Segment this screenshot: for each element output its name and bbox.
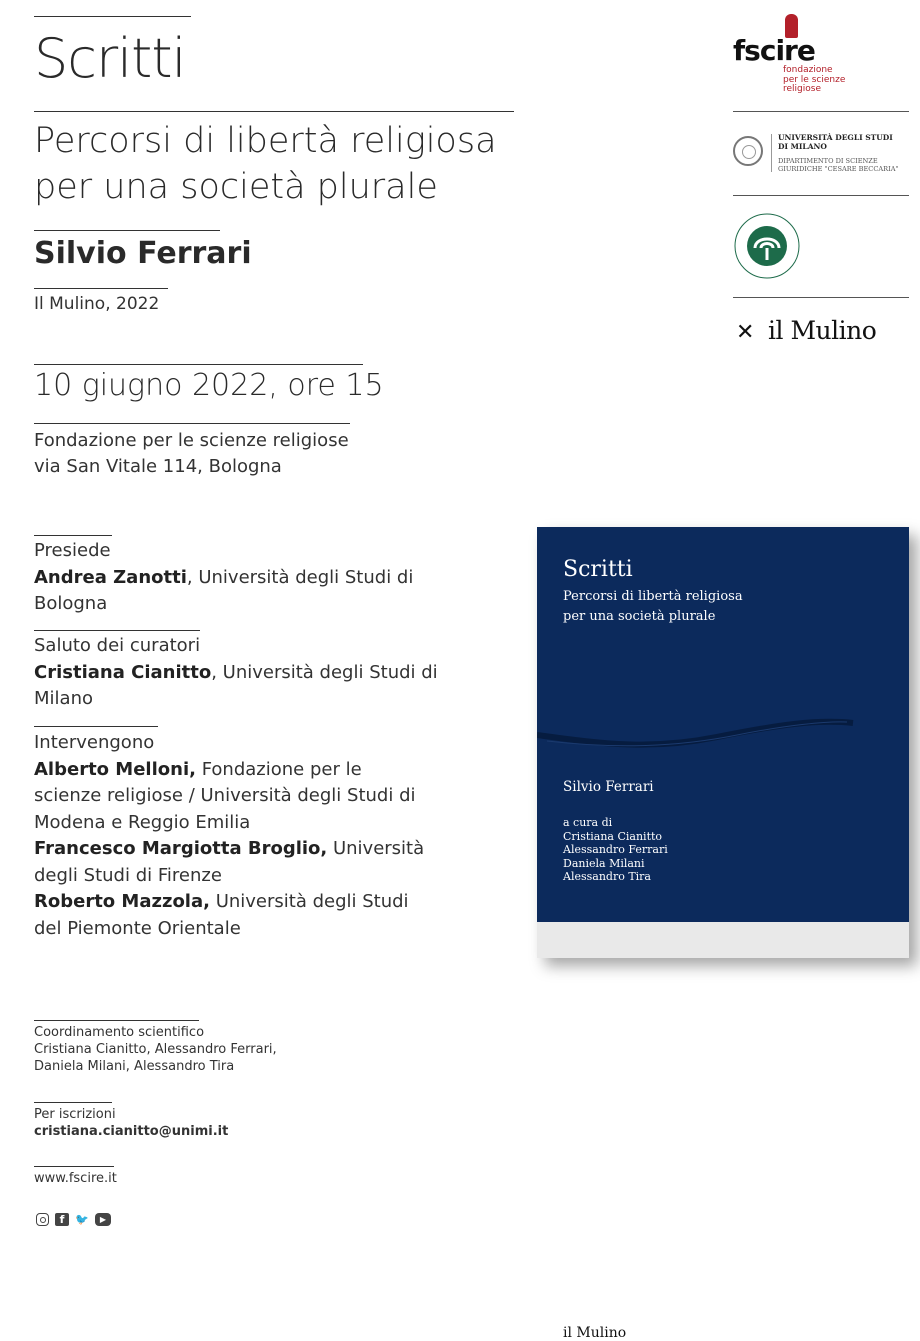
- coordination: [34, 1024, 277, 1075]
- section-label: Presiede: [34, 540, 111, 561]
- fscire-logo: [733, 14, 853, 94]
- program-saluto: [34, 633, 454, 713]
- divider: [733, 195, 909, 196]
- publisher-year: Il Mulino, 2022: [34, 294, 160, 314]
- logo-separator: [771, 134, 772, 172]
- speaker-affiliation: , Università degli Studi di Milano: [34, 661, 438, 709]
- speaker-affiliation: Fondazione per le scienze religiose / Università degli Studi di Modena e Reggio Emilia: [34, 758, 416, 833]
- divider: [34, 1020, 199, 1021]
- fscire-subtitle: [783, 66, 845, 95]
- coordination-line: Daniela Milani, Alessandro Tira: [34, 1059, 235, 1074]
- section-label: Intervengono: [34, 732, 155, 753]
- divider: [34, 288, 168, 289]
- coordination-line: Cristiana Cianitto, Alessandro Ferrari,: [34, 1042, 277, 1057]
- book-cover: [537, 527, 909, 1341]
- program-intervengono: [34, 730, 434, 942]
- speaker-name: Andrea Zanotti: [34, 566, 187, 588]
- divider: [34, 364, 363, 365]
- divider: [34, 630, 200, 631]
- speaker-entry: [34, 889, 434, 942]
- program-presiede: [34, 538, 454, 618]
- social-links: [36, 1213, 111, 1229]
- curator-line: Cristiana Cianitto: [563, 829, 663, 843]
- twitter-icon[interactable]: 🐦: [75, 1213, 89, 1226]
- unimi-dept-line: DIPARTIMENTO DI SCIENZE: [778, 157, 878, 165]
- divider: [34, 1166, 114, 1167]
- speaker-affiliation: , Università degli Studi di Bologna: [34, 566, 414, 614]
- speaker-entry: [34, 565, 454, 618]
- fscire-wordmark: fscire: [733, 34, 815, 67]
- fscire-sub-line: religiose: [783, 84, 821, 94]
- divider: [34, 726, 158, 727]
- divider: [34, 535, 112, 536]
- divider: [733, 111, 909, 112]
- book-title: Scritti: [563, 557, 633, 582]
- venue-line: via San Vitale 114, Bologna: [34, 456, 282, 477]
- registration-email[interactable]: cristiana.cianitto@unimi.it: [34, 1124, 229, 1139]
- speaker-entry: [34, 757, 434, 837]
- divider: [34, 230, 220, 231]
- section-label: Saluto dei curatori: [34, 635, 201, 656]
- cover-wave-decoration: [537, 697, 909, 757]
- venue: [34, 428, 349, 480]
- unimi-name: [778, 134, 893, 151]
- unimi-logo: [733, 132, 913, 176]
- speaker-name: Cristiana Cianitto: [34, 661, 212, 683]
- book-subtitle-line: Percorsi di libertà religiosa: [563, 589, 743, 604]
- youtube-icon[interactable]: ▶: [95, 1213, 111, 1226]
- unimi-dept-line: GIURIDICHE "CESARE BECCARIA": [778, 165, 899, 173]
- speaker-entry: [34, 660, 454, 713]
- speaker-name: Roberto Mazzola,: [34, 891, 210, 912]
- speaker-entry: [34, 836, 434, 889]
- subtitle-line: Percorsi di libertà religiosa: [34, 121, 497, 161]
- speaker-name: Alberto Melloni,: [34, 758, 196, 780]
- divider: [34, 1102, 112, 1103]
- author-name: Silvio Ferrari: [34, 236, 252, 271]
- curator-line: Alessandro Tira: [563, 870, 651, 883]
- unimi-name-line: DI MILANO: [778, 141, 827, 151]
- book-subtitle: [563, 587, 743, 627]
- registration-label: Per iscrizioni: [34, 1107, 116, 1122]
- unimi-department: [778, 157, 899, 173]
- insubria-logo: [733, 212, 801, 280]
- event-date: 10 giugno 2022, ore 15: [34, 368, 384, 403]
- book-subtitle-line: per una società plurale: [563, 609, 716, 624]
- subtitle-line: per una società plurale: [34, 167, 438, 207]
- speaker-affiliation: Università degli Studi del Piemonte Orientale: [34, 891, 409, 939]
- unimi-name-line: UNIVERSITÀ DEGLI STUDI: [778, 133, 893, 142]
- book-author: Silvio Ferrari: [563, 779, 654, 795]
- windmill-icon: ✕: [736, 320, 755, 345]
- curator-line: Daniela Milani: [563, 856, 645, 870]
- website-link[interactable]: www.fscire.it: [34, 1171, 117, 1186]
- divider: [34, 423, 350, 424]
- fscire-sub-line: per le scienze: [783, 74, 846, 85]
- speaker-affiliation: Università degli Studi di Firenze: [34, 838, 425, 886]
- curator-line: Alessandro Ferrari: [563, 843, 668, 856]
- book-cover-front: [537, 527, 909, 922]
- coordination-label: Coordinamento scientifico: [34, 1025, 205, 1040]
- il-mulino-logo: [736, 316, 896, 350]
- il-mulino-wordmark: il Mulino: [768, 316, 877, 345]
- page-title: Scritti: [34, 27, 186, 90]
- curator-line: a cura di: [563, 816, 613, 829]
- venue-line: Fondazione per le scienze religiose: [34, 430, 349, 451]
- registration: [34, 1106, 228, 1140]
- facebook-icon[interactable]: f: [55, 1213, 69, 1226]
- unimi-seal-icon: [733, 136, 763, 166]
- speaker-name: Francesco Margiotta Broglio,: [34, 838, 328, 859]
- divider: [34, 111, 514, 112]
- book-curators: [563, 816, 668, 884]
- divider: [34, 16, 191, 17]
- book-publisher: il Mulino: [563, 1325, 627, 1341]
- divider: [733, 297, 909, 298]
- instagram-icon[interactable]: [36, 1213, 49, 1226]
- fscire-sub-line: fondazione: [783, 65, 833, 75]
- book-cover-band: [537, 922, 909, 1341]
- subtitle: [34, 118, 497, 210]
